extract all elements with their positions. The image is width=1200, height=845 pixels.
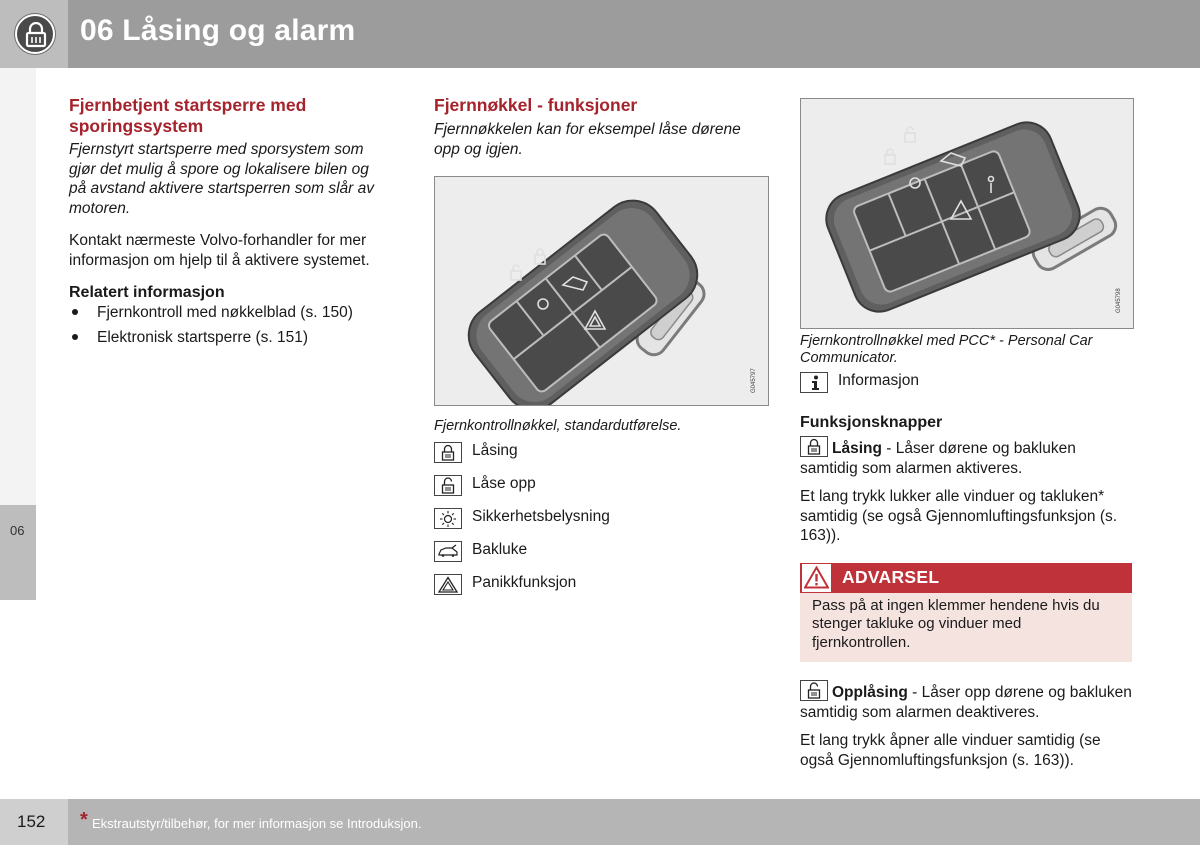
legend-label-light: Sikkerhetsbelysning (472, 508, 610, 525)
long-press-unlock-text: Et lang trykk åpner alle vinduer samtidig (se også Gjennomluftingsfunksjon (s. 163)). (800, 732, 1101, 769)
footnote-star: * (80, 809, 88, 831)
footnote-text: Ekstrautstyr/tilbehør, for mer informasjon se Introduksjon. (92, 816, 422, 831)
legend-item-lock (434, 442, 769, 475)
column-3 (800, 98, 1134, 770)
unlock-term: Opplåsing (832, 684, 908, 701)
column-1 (69, 95, 389, 353)
key-image-pcc (800, 98, 1134, 329)
lock-term: Låsing (832, 440, 882, 457)
legend-label-hazard: Panikkfunksjon (472, 574, 577, 591)
chapter-side-tab (0, 505, 36, 600)
page-number: 152 (17, 812, 46, 831)
warning-text: Pass på at ingen klemmer hendene hvis du stenger takluke og vinduer med fjernkontrollen. (812, 596, 1100, 651)
key-fob-pcc-illustration (801, 99, 1134, 329)
related-link-fjernkontroll[interactable]: Fjernkontroll med nøkkelblad (s. 150) (69, 303, 389, 322)
image-code: G045797 (751, 368, 757, 393)
lock-icon (434, 442, 462, 463)
lock-badge-icon (15, 14, 55, 54)
section-lead: Fjernnøkkelen kan for eksempel låse dørene opp og igjen. (434, 121, 741, 158)
image-caption-standard: Fjernkontrollnøkkel, standardutførelse. (434, 418, 682, 434)
header-icon-box (0, 0, 68, 68)
unlock-description (800, 680, 1134, 722)
key-fob-illustration (435, 177, 769, 406)
warning-triangle-icon (802, 564, 831, 592)
page-title: 06 Låsing og alarm (80, 14, 356, 47)
button-legend (434, 442, 769, 607)
page-footer (0, 799, 1200, 845)
page-number-box (0, 799, 68, 845)
related-link-startsperre[interactable]: Elektronisk startsperre (s. 151) (69, 328, 389, 347)
legend-label-unlock: Låse opp (472, 475, 536, 492)
light-icon (434, 508, 462, 529)
lock-description (800, 436, 1134, 478)
lock-text: - Låser dørene og bakluken samtidig som alarmen aktiveres. (800, 440, 1076, 477)
section-lead: Fjernstyrt startsperre med sporsystem som gjør det mulig å spore og lokalisere bilen og på avstand aktivere startsperren som slår av motoren. (69, 141, 374, 217)
warning-box (800, 563, 1132, 663)
unlock-icon (434, 475, 462, 496)
chapter-header (0, 0, 1200, 68)
legend-label-tailgate: Bakluke (472, 541, 528, 558)
section-body: Kontakt nærmeste Volvo-forhandler for mer informasjon om hjelp til å aktivere systemet. (69, 232, 370, 269)
legend-item-hazard (434, 574, 769, 607)
warning-title: ADVARSEL (842, 566, 940, 587)
key-image-standard (434, 176, 769, 406)
unlock-text: - Låser opp dørene og bakluken samtidig som alarmen deaktiveres. (800, 684, 1132, 721)
unlock-icon (800, 680, 828, 701)
legend-item-tailgate (434, 541, 769, 574)
info-legend-item (800, 370, 1134, 392)
legend-item-light (434, 508, 769, 541)
legend-label-lock: Låsing (472, 442, 518, 459)
warning-header (800, 563, 1132, 593)
image-code: G045798 (1116, 288, 1122, 313)
lock-icon (800, 436, 828, 457)
section-heading-startsperre: Fjernbetjent startsperre med sporingssystem (69, 95, 307, 136)
info-icon (800, 372, 828, 393)
chapter-side-tab-label: 06 (10, 523, 25, 538)
related-info-heading: Relatert informasjon (69, 284, 225, 301)
function-buttons-heading: Funksjonsknapper (800, 414, 943, 431)
long-press-lock-text: Et lang trykk lukker alle vinduer og takluken* samtidig (se også Gjennomluftingsfunksjon (s. 163)). (800, 488, 1118, 544)
legend-item-unlock (434, 475, 769, 508)
tailgate-icon (434, 541, 462, 562)
column-2 (434, 95, 769, 607)
hazard-icon (434, 574, 462, 595)
related-info-list (69, 303, 389, 347)
image-caption-pcc: Fjernkontrollnøkkel med PCC* - Personal Car Communicator. (800, 333, 1093, 366)
section-heading-fjernnokkel: Fjernnøkkel - funksjoner (434, 95, 638, 115)
info-legend-label: Informasjon (838, 372, 919, 389)
